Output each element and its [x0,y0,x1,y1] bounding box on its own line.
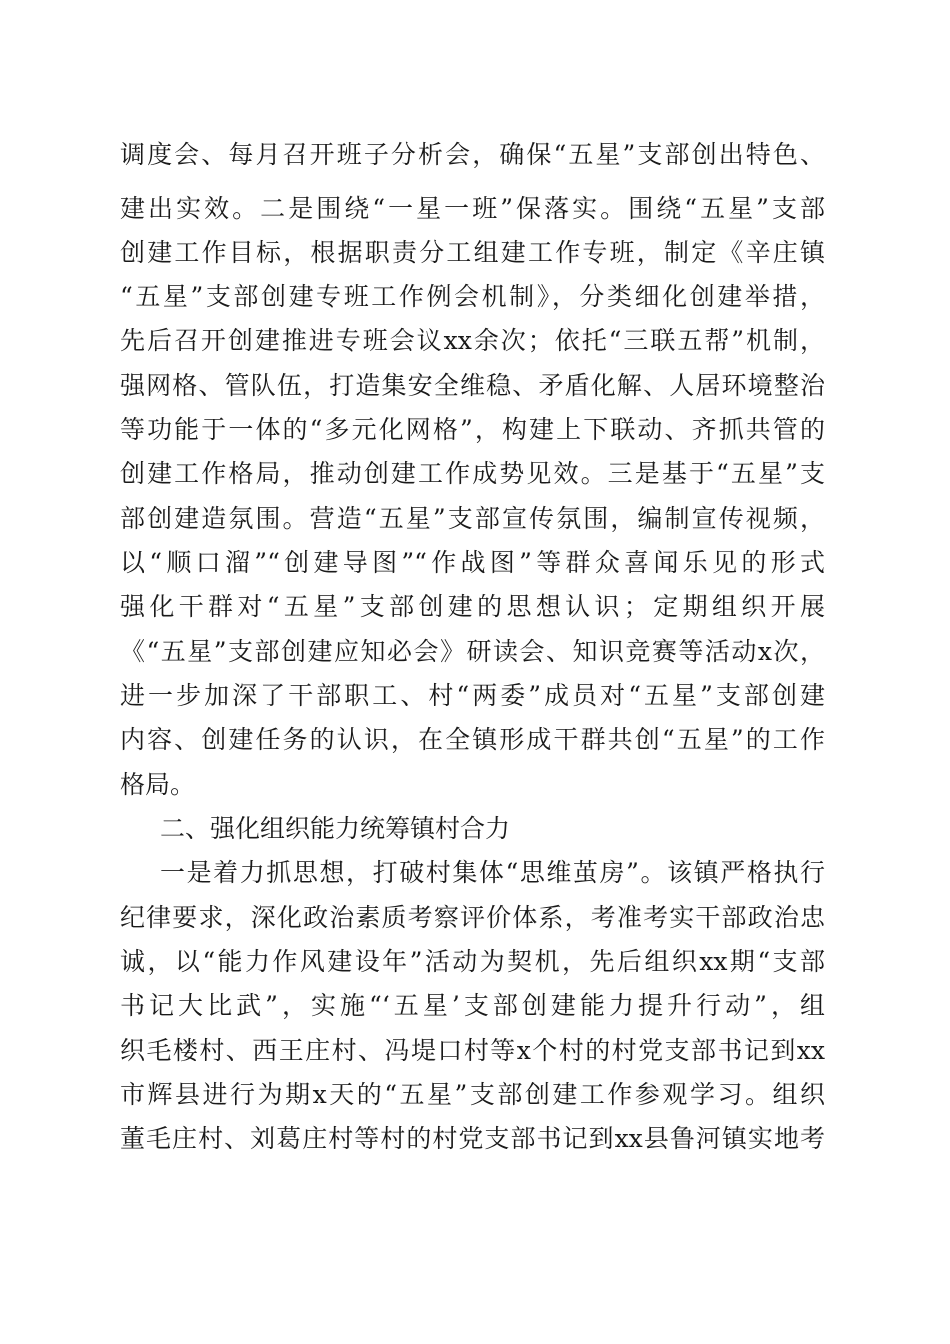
paragraph-line: 等功能于一体的“多元化网格”，构建上下联动、齐抓共管的 [120,415,825,444]
section-heading: 二、强化组织能力统筹镇村合力 [160,814,511,843]
paragraph-line: 纪律要求，深化政治素质考察评价体系，考准考实干部政治忠 [120,903,825,932]
paragraph-line: 调度会、每月召开班子分析会，确保“五星”支部创出特色、 [120,140,825,169]
paragraph-line: 强网格、管队伍，打造集安全维稳、矛盾化解、人居环境整治 [120,371,825,400]
paragraph-line: 进一步加深了干部职工、村“两委”成员对“五星”支部创建 [120,681,825,710]
paragraph-line: 书记大比武”，实施“‘五星’支部创建能力提升行动”，组 [120,991,825,1020]
paragraph-line: 部创建造氛围。营造“五星”支部宣传氛围，编制宣传视频， [120,504,825,533]
paragraph-line: 强化干群对“五星”支部创建的思想认识；定期组织开展 [120,592,825,621]
paragraph-line: 一是着力抓思想，打破村集体“思维茧房”。该镇严格执行 [160,858,825,887]
paragraph-line: 格局。 [120,770,196,799]
paragraph-line: “五星”支部创建专班工作例会机制》，分类细化创建举措， [120,282,825,311]
paragraph-line: 创建工作目标，根据职责分工组建工作专班，制定《辛庄镇 [120,238,825,267]
paragraph-line: 以“顺口溜”“创建导图”“作战图”等群众喜闻乐见的形式 [120,548,825,577]
paragraph-line: 诚，以“能力作风建设年”活动为契机，先后组织xx期“支部 [120,947,825,976]
paragraph-line: 《“五星”支部创建应知必会》研读会、知识竞赛等活动x次， [120,637,825,666]
paragraph-line: 建出实效。二是围绕“一星一班”保落实。围绕“五星”支部 [120,194,825,223]
paragraph-line: 内容、创建任务的认识，在全镇形成干群共创“五星”的工作 [120,725,825,754]
paragraph-line: 董毛庄村、刘葛庄村等村的村党支部书记到xx县鲁河镇实地考 [120,1124,825,1153]
paragraph-line: 织毛楼村、西王庄村、冯堤口村等x个村的村党支部书记到xx [120,1036,825,1065]
paragraph-line: 市辉县进行为期x天的“五星”支部创建工作参观学习。组织 [120,1080,825,1109]
paragraph-line: 创建工作格局，推动创建工作成势见效。三是基于“五星”支 [120,459,825,488]
paragraph-line: 先后召开创建推进专班会议xx余次；依托“三联五帮”机制， [120,326,825,355]
